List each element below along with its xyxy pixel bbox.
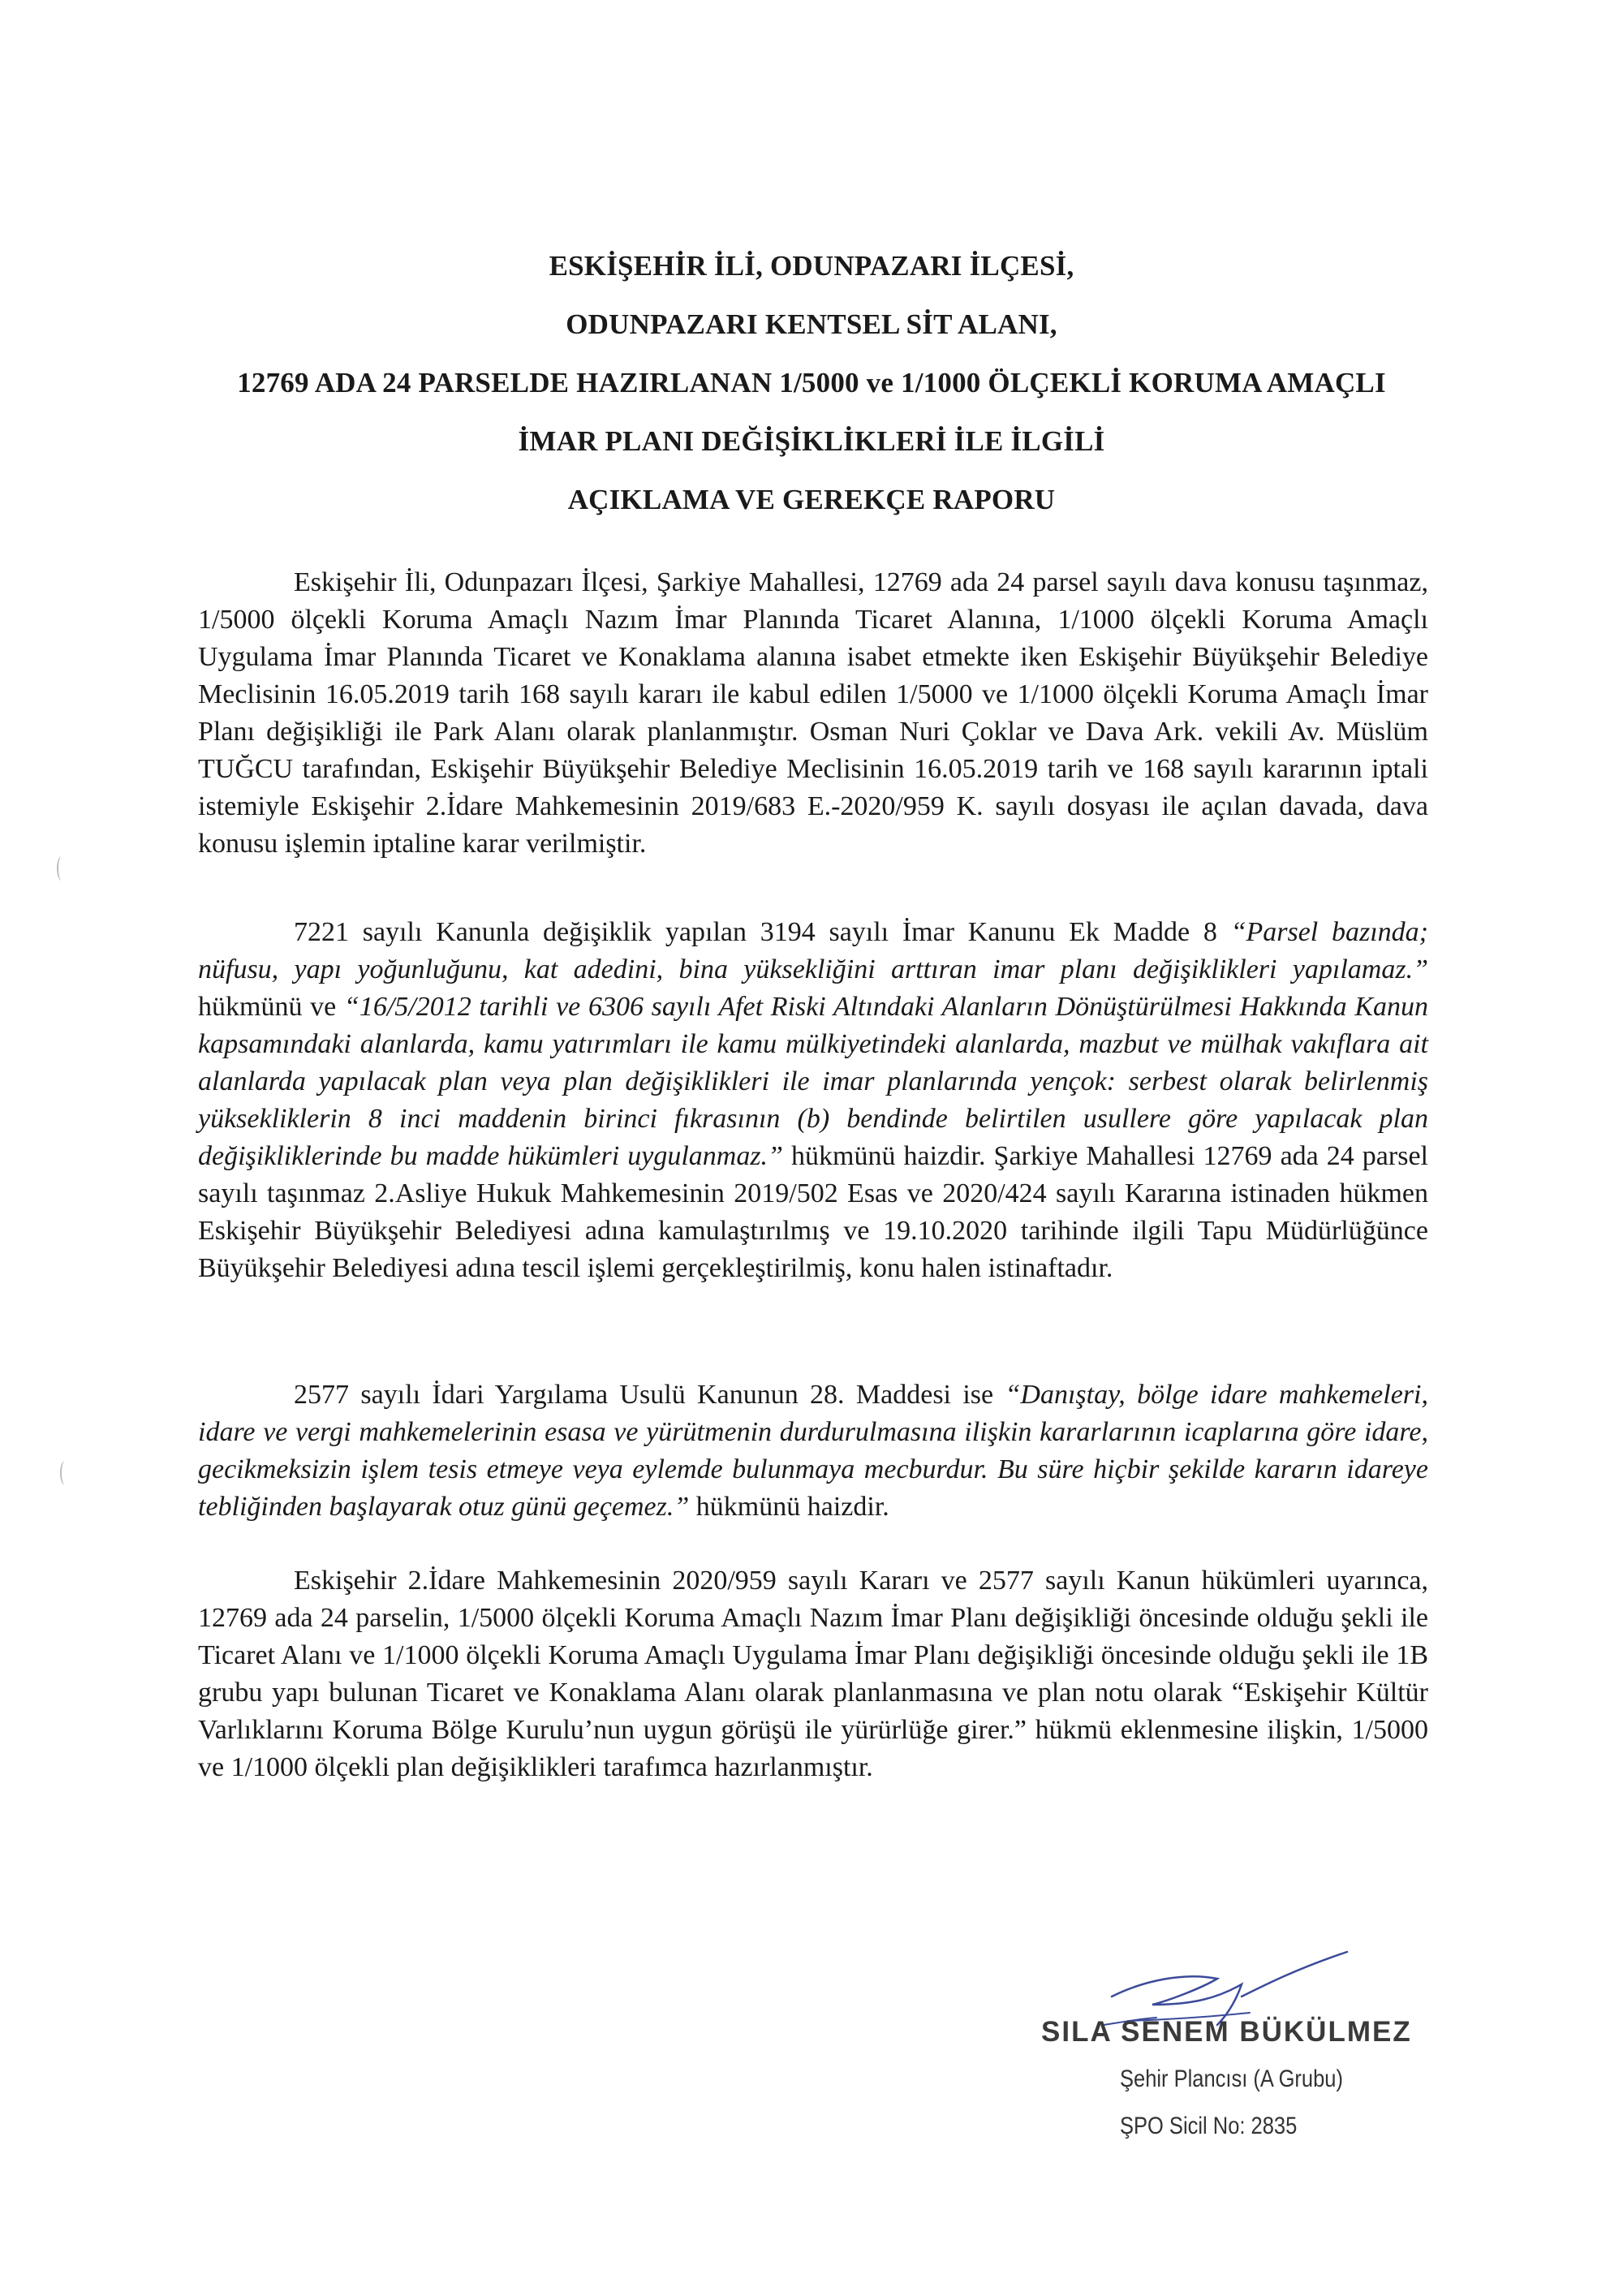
scan-margin-mark <box>60 1461 70 1485</box>
paragraph-2 <box>198 914 1428 1287</box>
scan-margin-mark <box>57 856 67 881</box>
paragraph-4: Eskişehir 2.İdare Mahkemesinin 2020/959 sayılı Kararı ve 2577 sayılı Kanun hükümleri uyarınca, 12769 ada 24 parselin, 1/5000 ölçekli Koruma Amaçlı Nazım İmar Planı değişikliği öncesinde olduğu şekli ile Ticaret Alanı ve 1/1000 ölçekli Koruma Amaçlı Uygulama İmar Planı değişikliği öncesinde olduğu şekli ile 1B grubu yapı bulunan Ticaret ve Konaklama Alanı olarak planlanmasına ve plan notu olarak “Eskişehir Kültür Varlıklarını Koruma Bölge Kurulu’nun uygun görüşü ile yürürlüğe girer.” hükmü eklenmesine ilişkin, 1/5000 ve 1/1000 ölçekli plan değişiklikleri tarafımca hazırlanmıştır. <box>198 1566 1428 1782</box>
paragraph-1: Eskişehir İli, Odunpazarı İlçesi, Şarkiye Mahallesi, 12769 ada 24 parsel sayılı dava konusu taşınmaz, 1/5000 ölçekli Koruma Amaçlı Nazım İmar Planında Ticaret Alanına, 1/1000 ölçekli Koruma Amaçlı Uygulama İmar Planında Ticaret ve Konaklama alanına isabet etmekte iken Eskişehir Büyükşehir Belediye Meclisinin 16.05.2019 tarih 168 sayılı kararı ile kabul edilen 1/5000 ve 1/1000 ölçekli Koruma Amaçlı İmar Planı değişikliği ile Park Alanı olarak planlanmıştır. Osman Nuri Çoklar ve Dava Ark. vekili Av. Müslüm TUĞCU tarafından, Eskişehir Büyükşehir Belediye Meclisinin 16.05.2019 tarih ve 168 sayılı kararının iptali istemiyle Eskişehir 2.İdare Mahkemesinin 2019/683 E.-2020/959 K. sayılı dosyası ile açılan davada, dava konusu işlemin iptaline karar verilmiştir. <box>198 567 1428 859</box>
paragraph-3 <box>198 1376 1428 1526</box>
signer-registry-number: ŞPO Sicil No: 2835 <box>1120 2113 1298 2139</box>
paragraph-3-intro: 2577 sayılı İdari Yargılama Usulü Kanunun 28. Maddesi ise <box>294 1380 1005 1410</box>
paragraph-2-quote-2: “16/5/2012 tarihli ve 6306 sayılı Afet Riski Altındaki Alanların Dönüştürülmesi Hakkında Kanun kapsamındaki alanlarda, kamu yatırımları ile kamu mülkiyetindeki alanlarda, mazbut ve mülhak vakıflara ait alanlarda yapılacak plan veya plan değişiklikleri ile imar planlarında yençok: serbest olarak belirlenmiş yüksekliklerin 8 inci maddenin birinci fıkrasının (b) bendinde belirtilen usullere göre yapılacak plan değişikliklerinde bu madde hükümleri uygulanmaz.” <box>198 992 1428 1171</box>
title-line-1: ESKİŞEHİR İLİ, ODUNPAZARI İLÇESİ, <box>549 250 1074 282</box>
signer-name: SILA SENEM BÜKÜLMEZ <box>1041 2016 1412 2048</box>
paragraph-2-quote-1: “Parsel bazında; nüfusu, yapı yoğunluğunu, kat adedini, bina yüksekliğini arttıran imar planı değişiklikleri yapılamaz.” <box>198 917 1428 984</box>
paragraph-2-connector: hükmünü ve <box>198 992 344 1022</box>
paragraph-2-rest: hükmünü haizdir. Şarkiye Mahallesi 12769 ada 24 parsel sayılı taşınmaz 2.Asliye Hukuk Mahkemesinin 2019/502 Esas ve 2020/424 sayılı Kararına istinaden hükmen Eskişehir Büyükşehir Belediyesi adına kamulaştırılmış ve 19.10.2020 tarihinde ilgili Tapu Müdürlüğünce Büyükşehir Belediyesi adına tescil işlemi gerçekleştirilmiş, konu halen istinaftadır. <box>198 1141 1428 1283</box>
title-line-5: AÇIKLAMA VE GEREKÇE RAPORU <box>567 484 1056 515</box>
title-line-4: İMAR PLANI DEĞİŞİKLİKLERİ İLE İLGİLİ <box>518 425 1105 457</box>
document-title <box>0 237 1623 529</box>
signer-title: Şehir Plancısı (A Grubu) <box>1120 2066 1343 2092</box>
paragraph-3-rest: hükmünü haizdir. <box>689 1492 889 1522</box>
paragraph-3-quote: “Danıştay, bölge idare mahkemeleri, idare ve vergi mahkemelerinin esasa ve yürütmenin durdurulmasına ilişkin kararlarının icaplarına göre idare, gecikmeksizin işlem tesis etmeye veya eylemde bulunmaya mecburdur. Bu süre hiçbir şekilde kararın idareye tebliğinden başlayarak otuz günü geçemez.” <box>198 1380 1428 1522</box>
title-line-2: ODUNPAZARI KENTSEL SİT ALANI, <box>566 308 1057 340</box>
title-line-3: 12769 ADA 24 PARSELDE HAZIRLANAN 1/5000 ve 1/1000 ÖLÇEKLİ KORUMA AMAÇLI <box>237 367 1386 398</box>
paragraph-2-intro: 7221 sayılı Kanunla değişiklik yapılan 3194 sayılı İmar Kanunu Ek Madde 8 <box>294 917 1231 947</box>
